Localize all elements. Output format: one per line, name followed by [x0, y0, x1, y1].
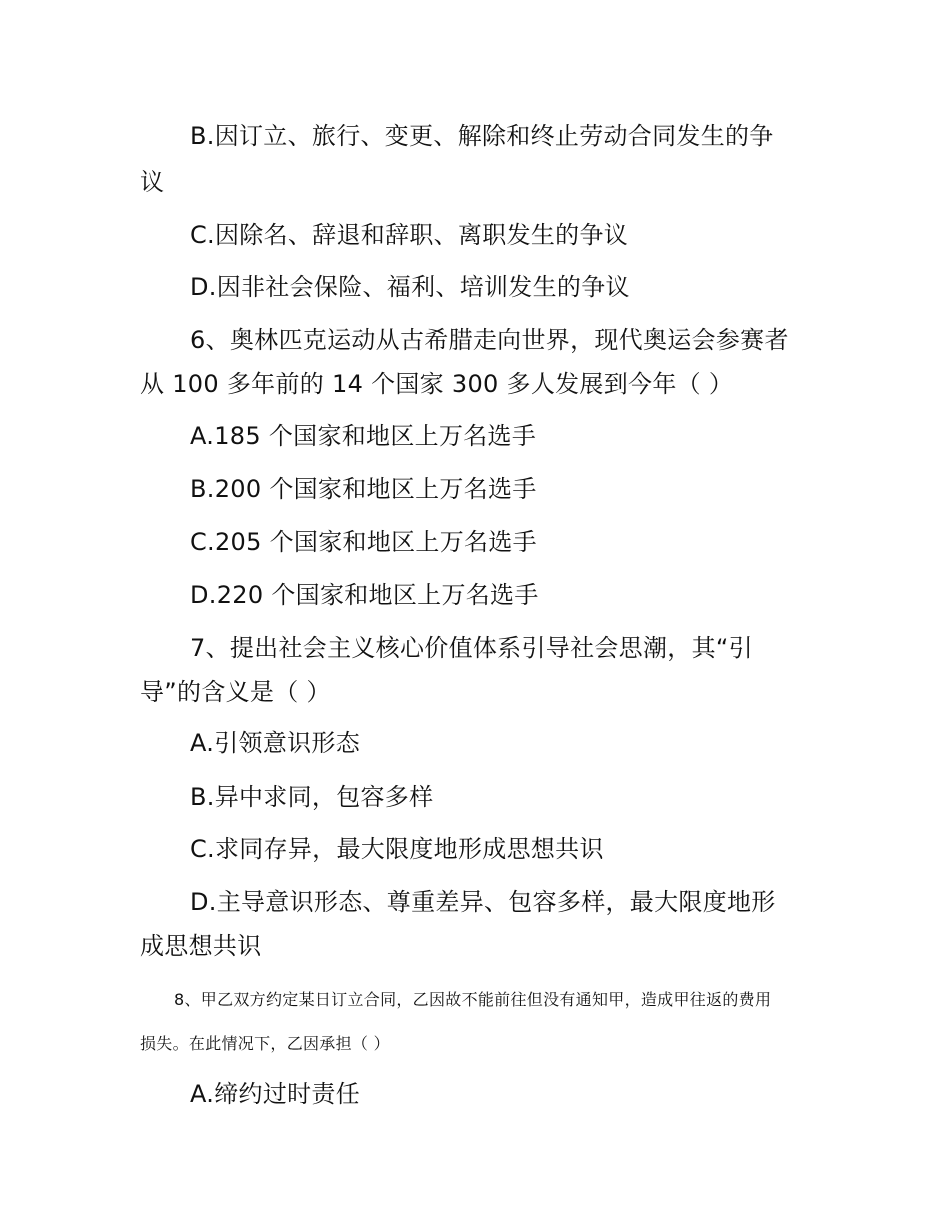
q8-question-line-2: 损失。在此情况下，乙因承担（ ）	[140, 1034, 390, 1053]
q5-option-b-line-2: 议	[140, 168, 165, 196]
q7-question-line-1: 7、提出社会主义核心价值体系引导社会思潮，其“引	[190, 634, 753, 662]
q7-option-d-line-1: D.主导意识形态、尊重差异、包容多样，最大限度地形	[190, 888, 776, 916]
q8-question-line-1: 8、甲乙双方约定某日订立合同，乙因故不能前往但没有通知甲，造成甲往返的费用	[174, 990, 772, 1009]
q6-option-b: B.200 个国家和地区上万名选手	[190, 475, 537, 503]
q6-question-line-1: 6、奥林匹克运动从古希腊走向世界，现代奥运会参赛者	[190, 326, 789, 354]
q5-option-c: C.因除名、辞退和辞职、离职发生的争议	[190, 221, 629, 249]
q7-question-line-2: 导”的含义是（ ）	[140, 678, 331, 706]
q6-question-line-2: 从 100 多年前的 14 个国家 300 多人发展到今年（ ）	[140, 370, 734, 398]
q5-option-b-line-1: B.因订立、旅行、变更、解除和终止劳动合同发生的争	[190, 122, 774, 150]
q7-option-a: A.引领意识形态	[190, 729, 361, 757]
q8-option-a: A.缔约过时责任	[190, 1080, 361, 1108]
q7-option-c: C.求同存异，最大限度地形成思想共识	[190, 835, 604, 863]
q5-option-d: D.因非社会保险、福利、培训发生的争议	[190, 273, 630, 301]
q6-option-d: D.220 个国家和地区上万名选手	[190, 581, 539, 609]
q7-option-b: B.异中求同，包容多样	[190, 783, 434, 811]
q6-option-a: A.185 个国家和地区上万名选手	[190, 422, 537, 450]
q7-option-d-line-2: 成思想共识	[140, 932, 262, 960]
q6-option-c: C.205 个国家和地区上万名选手	[190, 528, 537, 556]
